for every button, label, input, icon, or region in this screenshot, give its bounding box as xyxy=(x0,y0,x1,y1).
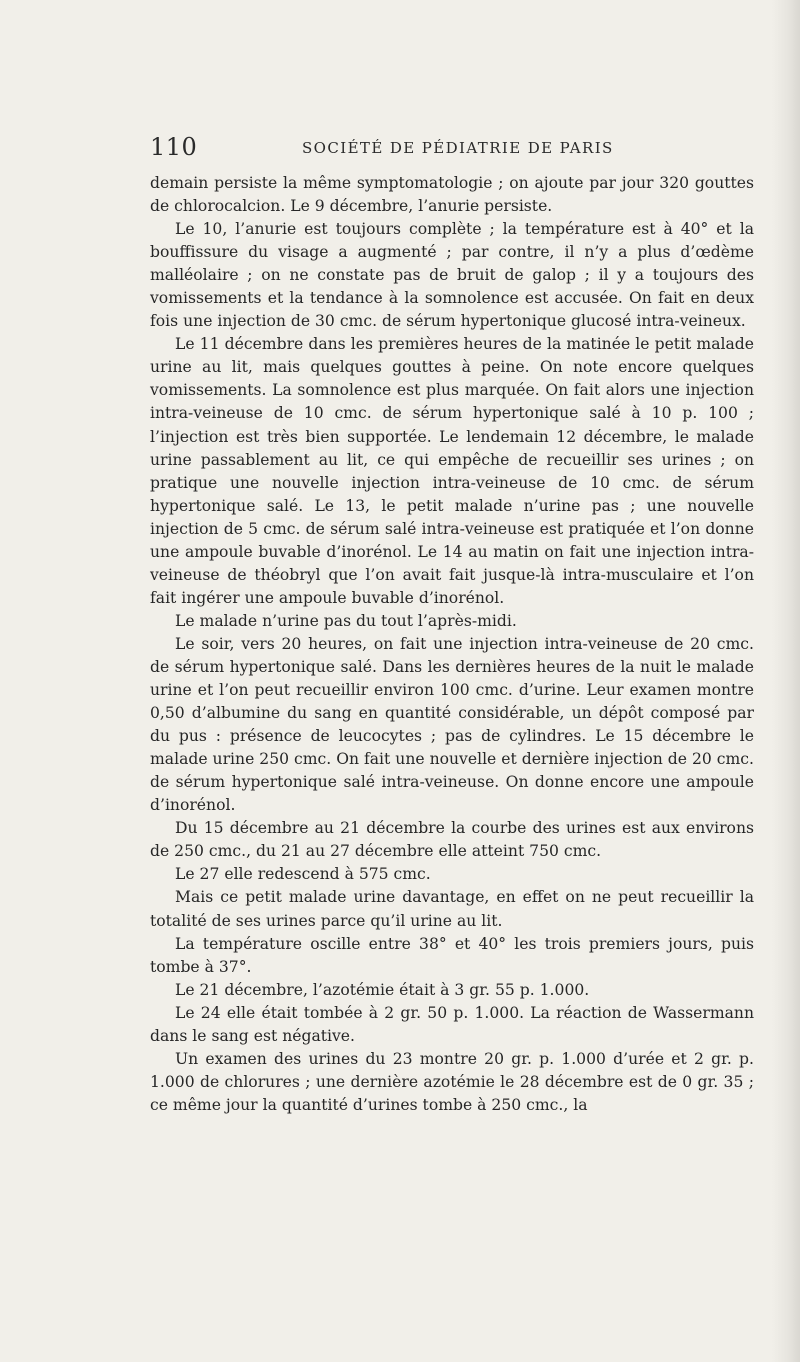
paragraph: Le 24 elle était tombée à 2 gr. 50 p. 1.000. La réaction de Wassermann dans le sang est négative. xyxy=(150,1003,754,1045)
body-text xyxy=(150,172,754,1117)
paragraph: Mais ce petit malade urine davantage, en effet on ne peut recueillir la totalité de ses urines parce qu’il urine au lit. xyxy=(150,888,754,930)
paragraph: Le 11 décembre dans les premières heures de la matinée le petit malade urine au lit, mais quelques gouttes à peine. On note encore quelques vomissements. La somnolence est plus marquée. On fait alors une injection intra-veineuse de 10 cmc. de sérum hypertonique salé à 10 p. 100 ; l’injection est très bien supportée. Le lendemain 12 décembre, le malade urine passablement au lit, ce qui empêche de recueillir ses urines ; on pratique une nouvelle injection intra-veineuse de 10 cmc. de sérum hypertonique salé. Le 13, le petit malade n’urine pas ; une nouvelle injection de 5 cmc. de sérum salé intra-veineuse est pratiquée et l’on donne une ampoule buvable d’inorénol. Le 14 au matin on fait une injection intra-veineuse de théobryl que l’on avait fait jusque-là intra-musculaire et l’on fait ingérer une ampoule buvable d’inorénol. xyxy=(150,335,754,607)
running-title: SOCIÉTÉ DE PÉDIATRIE DE PARIS xyxy=(302,139,614,157)
page-edge-shadow xyxy=(772,0,800,1362)
paragraph: La température oscille entre 38° et 40° les trois premiers jours, puis tombe à 37°. xyxy=(150,934,754,976)
paragraph: Le 21 décembre, l’azotémie était à 3 gr. 55 p. 1.000. xyxy=(175,980,590,999)
paragraph: Le 27 elle redescend à 575 cmc. xyxy=(175,865,431,884)
paragraph: demain persiste la même symptomatologie ; on ajoute par jour 320 gouttes de chlorocalcion. Le 9 décembre, l’anurie persiste. xyxy=(150,174,754,216)
paragraph: Un examen des urines du 23 montre 20 gr. p. 1.000 d’urée et 2 gr. p. 1.000 de chlorures ; une dernière azotémie le 28 décembre est de 0 gr. 35 ; ce même jour la quantité d’urines tombe à 250 cmc., la xyxy=(150,1049,754,1114)
paragraph: Du 15 décembre au 21 décembre la courbe des urines est aux environs de 250 cmc., du 21 au 27 décembre elle atteint 750 cmc. xyxy=(150,819,754,861)
page-header xyxy=(150,133,748,163)
paragraph: Le 10, l’anurie est toujours complète ; la température est à 40° et la bouffissure du visage a augmenté ; par contre, il n’y a plus d’œdème malléolaire ; on ne constate pas de bruit de galop ; il y a toujours des vomissements et la tendance à la somnolence est accusée. On fait en deux fois une injection de 30 cmc. de sérum hypertonique glucosé intra-veineux. xyxy=(150,220,754,331)
paragraph: Le soir, vers 20 heures, on fait une injection intra-veineuse de 20 cmc. de sérum hypertonique salé. Dans les dernières heures de la nuit le malade urine et l’on peut recueillir environ 100 cmc. d’urine. Leur examen montre 0,50 d’albumine du sang en quantité considérable, un dépôt composé par du pus : présence de leucocytes ; pas de cylindres. Le 15 décembre le malade urine 250 cmc. On fait une nouvelle et dernière injection de 20 cmc. de sérum hypertonique salé intra-veineuse. On donne encore une ampoule d’inorénol. xyxy=(150,634,754,815)
paragraph: Le malade n’urine pas du tout l’après-midi. xyxy=(175,611,517,630)
page-number: 110 xyxy=(150,133,198,161)
